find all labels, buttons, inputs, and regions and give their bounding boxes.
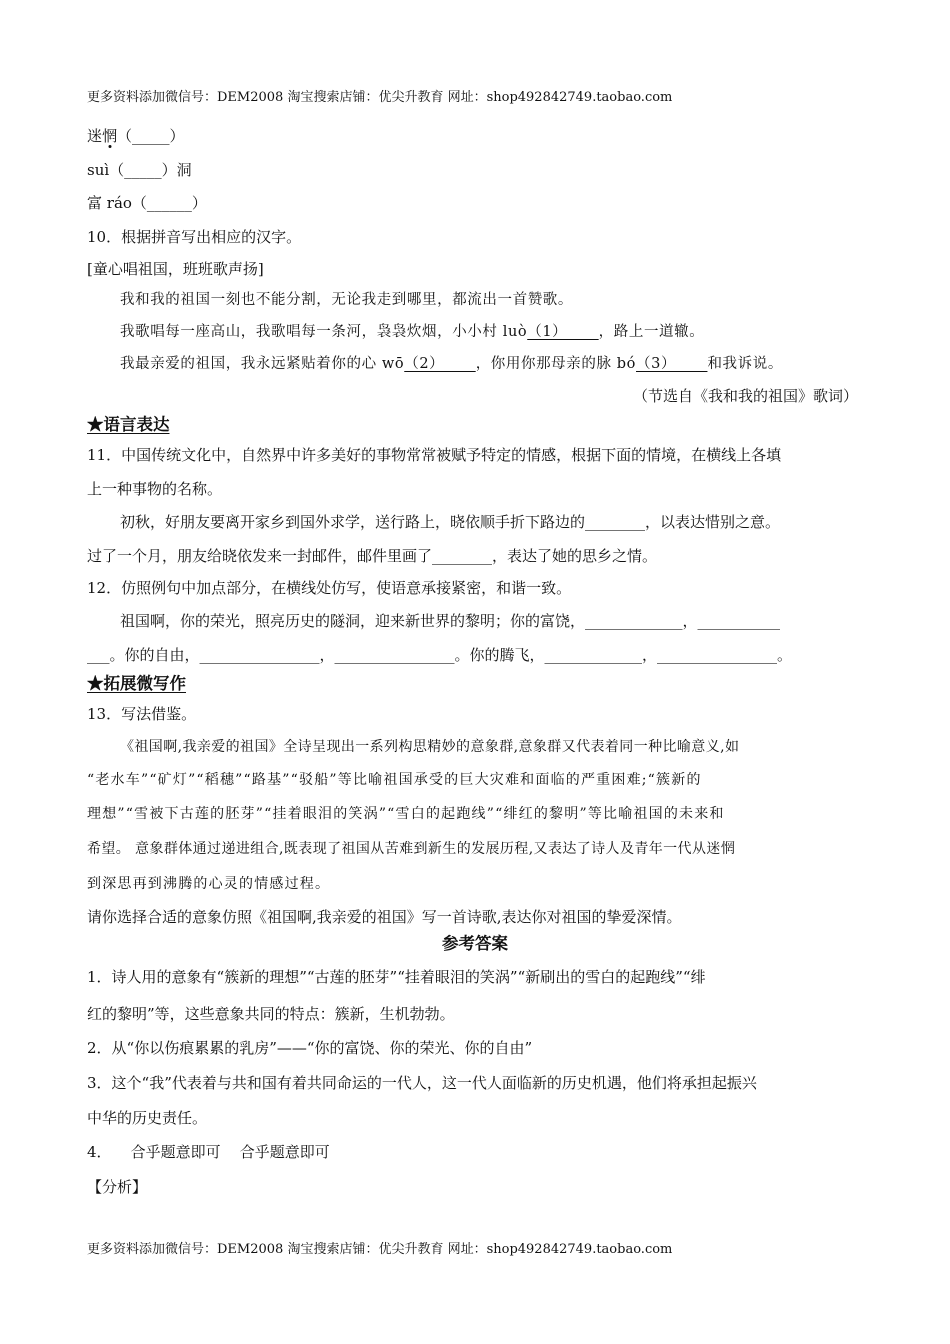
q12-body-line1: 祖国啊，你的荣光，照亮历史的隧洞，迎来新世界的黎明；你的富饶，_____________，___________ <box>120 612 781 630</box>
lyric-text: 和我诉说。 <box>707 356 783 372</box>
q11-stem-line1: 11．中国传统文化中，自然界中许多美好的事物常常被赋予特定的情感，根据下面的情境，在横线上各填 <box>87 446 782 464</box>
pinyin-item-miwang <box>87 126 185 146</box>
answer-4: 4． 合乎题意即可 合乎题意即可 <box>87 1143 330 1161</box>
q13-passage-line5: 到深思再到沸腾的心灵的情感过程。 <box>87 876 331 892</box>
q10-lyric-line3 <box>120 354 783 374</box>
pinyin-item-rao: 富 ráo（______） <box>87 194 207 212</box>
q10-theme: [童心唱祖国，班班歌声扬] <box>87 260 264 278</box>
q12-stem: 12．仿照例句中加点部分，在横线处仿写，使语意承接紧密，和谐一致。 <box>87 579 572 597</box>
analysis-label: 【分析】 <box>87 1178 148 1196</box>
lyric-text: 我最亲爱的祖国，我永远紧贴着你的心 wō <box>120 356 405 372</box>
answers-title: 参考答案 <box>442 934 508 953</box>
blank-2: （2）____ <box>404 356 476 372</box>
q10-source: （节选自《我和我的祖国》歌词） <box>632 387 858 405</box>
answer-1-line1: 1．诗人用的意象有“簇新的理想”“古莲的胚芽”“挂着眼泪的笑涡”“新刷出的雪白的起跑线”“绯 <box>87 968 706 986</box>
section-heading-writing: ★拓展微写作 <box>87 674 186 693</box>
char-mi: 迷 <box>87 127 103 145</box>
answer-3-line2: 中华的历史责任。 <box>87 1109 208 1127</box>
pinyin-item-sui: suì（_____）洞 <box>87 161 192 179</box>
answer-2: 2．从“你以伤痕累累的乳房”——“你的富饶、你的荣光、你的自由” <box>87 1039 533 1057</box>
q10-lyric-line1: 我和我的祖国一刻也不能分割，无论我走到哪里，都流出一首赞歌。 <box>120 292 573 308</box>
q13-passage-line2: “老水车”“矿灯”“稻穗”“路基”“驳船”等比喻祖国承受的巨大灾难和面临的严重困难;“簇新的 <box>87 772 702 788</box>
q11-body-line1: 初秋，好朋友要离开家乡到国外求学，送行路上，晓依顺手折下路边的________，以表达惜别之意。 <box>120 513 781 531</box>
page-header: 更多资料添加微信号：DEM2008 淘宝搜索店铺：优尖升教育 网址：shop492842749.taobao.com <box>87 90 673 105</box>
q10-lyric-line2 <box>120 322 704 342</box>
q11-stem-line2: 上一种事物的名称。 <box>87 480 223 498</box>
q13-passage-line3: 理想”“雪被下古莲的胚芽”“挂着眼泪的笑涡”“雪白的起跑线”“绯红的黎明”等比喻祖国的未来和 <box>87 806 725 822</box>
answer-3-line1: 3．这个“我”代表着与共和国有着共同命运的一代人，这一代人面临新的历史机遇，他们将承担起振兴 <box>87 1074 757 1092</box>
q11-body-line2: 过了一个月，朋友给晓依发来一封邮件，邮件里画了________，表达了她的思乡之情。 <box>87 547 658 565</box>
page-footer: 更多资料添加微信号：DEM2008 淘宝搜索店铺：优尖升教育 网址：shop492842749.taobao.com <box>87 1242 673 1257</box>
blank-1: （1）____ <box>527 324 599 340</box>
char-wang-dotted: 惘 <box>102 127 118 145</box>
answer-1-line2: 红的黎明”等，这些意象共同的特点：簇新，生机勃勃。 <box>87 1005 455 1023</box>
section-heading-language: ★语言表达 <box>87 415 170 434</box>
q13-passage-line4: 希望。 意象群体通过递进组合,既表现了祖国从苦难到新生的发展历程,又表达了诗人及青年一代从迷惘 <box>87 841 736 857</box>
q10-stem: 10．根据拼音写出相应的汉字。 <box>87 228 302 246</box>
lyric-text: ，你用你那母亲的脉 bó <box>475 356 637 372</box>
lyric-text: ，路上一道辙。 <box>598 324 705 340</box>
lyric-text: 我歌唱每一座高山，我歌唱每一条河，袅袅炊烟，小小村 luò <box>120 324 528 340</box>
q12-body-line2: ___。你的自由，________________，________________。你的腾飞，_____________，________________。 <box>87 646 793 664</box>
blank-3: （3）____ <box>636 356 708 372</box>
blank-miwang: （_____） <box>117 127 185 145</box>
q13-stem: 13．写法借鉴。 <box>87 705 197 723</box>
q13-passage-line1: 《祖国啊,我亲爱的祖国》全诗呈现出一系列构思精妙的意象群,意象群又代表着同一种比喻意义,如 <box>120 739 740 755</box>
q13-task: 请你选择合适的意象仿照《祖国啊,我亲爱的祖国》写一首诗歌,表达你对祖国的挚爱深情。 <box>87 908 682 926</box>
